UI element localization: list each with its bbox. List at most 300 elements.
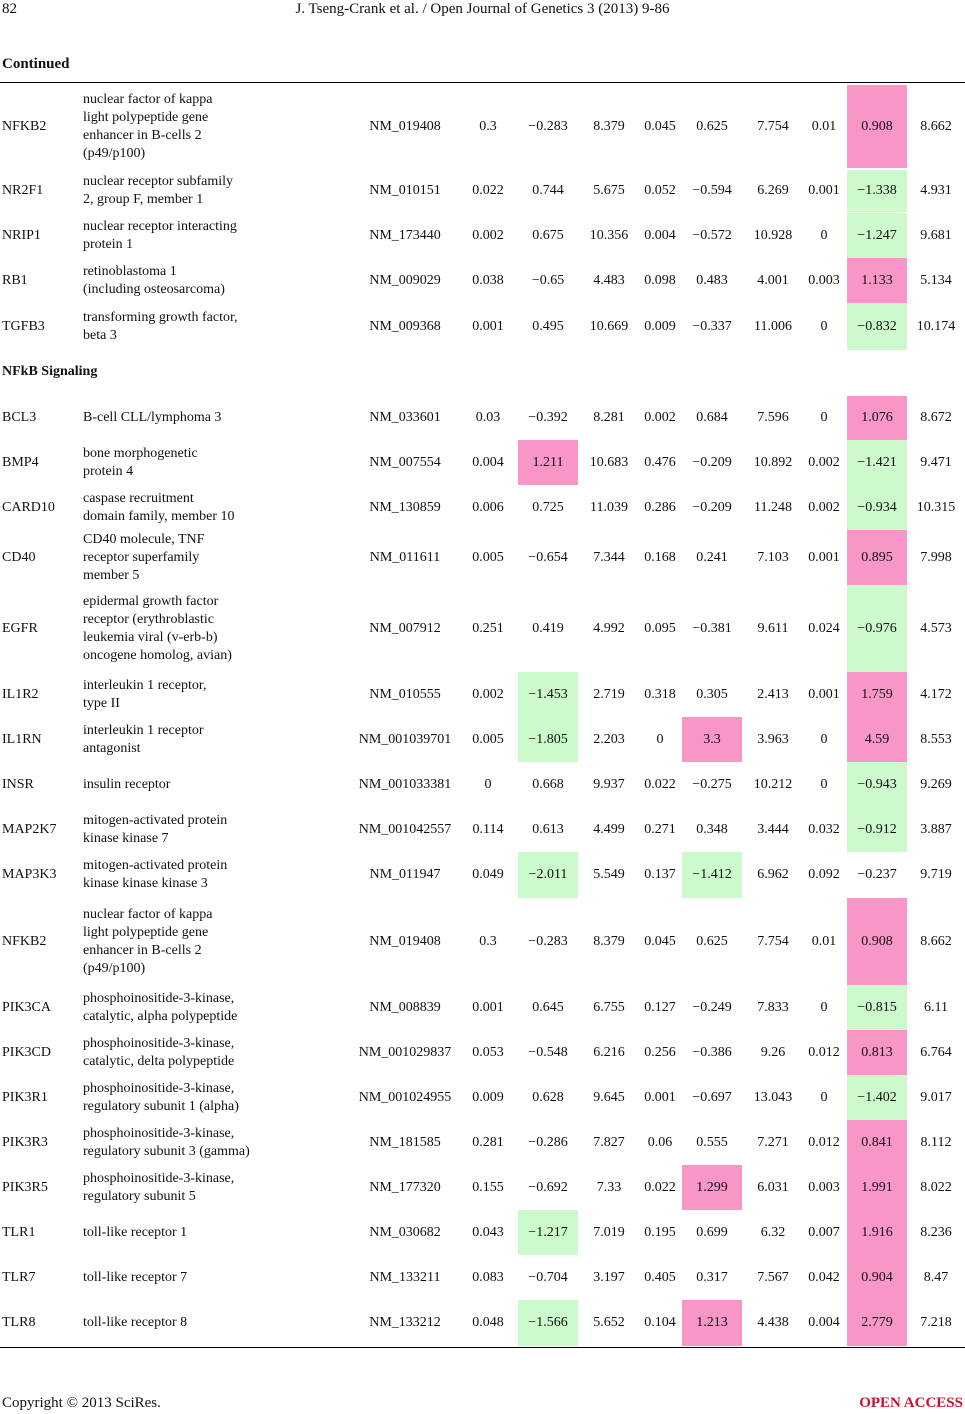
value-cell: 0.251 xyxy=(472,620,504,636)
gene-description xyxy=(83,898,212,985)
description-line: regulatory subunit 5 xyxy=(83,1188,196,1204)
description-line: catalytic, alpha polypeptide xyxy=(83,1008,238,1024)
value-cell: 8.662 xyxy=(920,118,952,134)
value-cell: 9.269 xyxy=(920,776,952,792)
gene-description xyxy=(83,1030,234,1075)
value-cell: 7.103 xyxy=(757,549,789,565)
value-cell: −0.283 xyxy=(528,118,568,134)
description-line: toll-like receptor 7 xyxy=(83,1269,188,1285)
table-row xyxy=(0,1300,965,1346)
value-cell: 7.596 xyxy=(757,410,789,425)
accession-number: NM_177320 xyxy=(369,1179,441,1195)
gene-symbol: NRIP1 xyxy=(2,227,41,243)
gene-description xyxy=(83,1255,187,1300)
gene-symbol: RB1 xyxy=(2,272,28,288)
gene-symbol: PIK3R5 xyxy=(2,1179,48,1195)
table-row xyxy=(0,807,965,852)
accession-number: NM_033601 xyxy=(369,410,441,425)
value-cell: −0.654 xyxy=(528,549,568,565)
gene-symbol: PIK3R3 xyxy=(2,1134,48,1150)
value-cell: 7.344 xyxy=(593,549,625,565)
gene-description xyxy=(83,396,221,440)
description-line: domain family, member 10 xyxy=(83,508,235,524)
value-cell: 5.549 xyxy=(593,867,625,882)
value-cell: 8.112 xyxy=(920,1134,952,1150)
value-cell: 0.098 xyxy=(644,272,676,288)
gene-symbol: CD40 xyxy=(2,549,36,565)
value-cell: −0.594 xyxy=(692,183,732,198)
accession-number: NM_010555 xyxy=(369,686,441,702)
value-cell: −1.217 xyxy=(518,1210,578,1255)
value-cell: 0.06 xyxy=(647,1134,673,1150)
value-cell: 3.963 xyxy=(757,731,789,747)
value-cell: 0 xyxy=(820,1089,828,1105)
description-line: nuclear factor of kappa xyxy=(83,906,213,922)
value-cell: 0 xyxy=(820,776,828,792)
value-cell: 0.127 xyxy=(644,999,676,1015)
gene-description xyxy=(83,585,232,672)
value-cell: −0.934 xyxy=(847,485,907,530)
value-cell: 2.413 xyxy=(757,686,789,702)
value-cell: 0.256 xyxy=(644,1044,676,1060)
value-cell: 7.833 xyxy=(757,999,789,1015)
description-line: CD40 molecule, TNF xyxy=(83,531,205,547)
running-title: J. Tseng-Crank et al. / Open Journal of Genetics 3 (2013) 9-86 xyxy=(295,1,670,17)
description-line: (including osteosarcoma) xyxy=(83,281,225,297)
description-line: epidermal growth factor xyxy=(83,593,219,609)
gene-symbol: TGFB3 xyxy=(2,318,45,334)
description-line: transforming growth factor, xyxy=(83,309,238,325)
gene-description xyxy=(83,258,225,303)
value-cell: 0.104 xyxy=(644,1315,676,1330)
value-cell: 0.004 xyxy=(808,1315,840,1330)
accession-number: NM_001029837 xyxy=(358,1044,452,1060)
gene-symbol: PIK3R1 xyxy=(2,1089,48,1105)
gene-description xyxy=(83,440,198,485)
table-row xyxy=(0,672,965,717)
value-cell: 2.779 xyxy=(847,1300,907,1346)
description-line: type II xyxy=(83,695,120,711)
table-row xyxy=(0,258,965,303)
value-cell: 0 xyxy=(820,410,828,425)
value-cell: 3.887 xyxy=(920,821,952,837)
value-cell: 0.001 xyxy=(472,318,504,334)
description-line: catalytic, delta polypeptide xyxy=(83,1053,235,1069)
value-cell: 0.645 xyxy=(532,999,564,1015)
value-cell: 4.172 xyxy=(920,686,952,702)
value-cell: −0.275 xyxy=(692,776,732,792)
value-cell: 0.043 xyxy=(472,1224,504,1240)
description-line: enhancer in B-cells 2 xyxy=(83,942,202,958)
value-cell: −0.815 xyxy=(847,985,907,1030)
description-line: kinase kinase kinase 3 xyxy=(83,876,208,891)
value-cell: 0.032 xyxy=(808,821,840,837)
value-cell: 11.006 xyxy=(754,318,792,334)
value-cell: 0.003 xyxy=(808,272,840,288)
value-cell: 6.11 xyxy=(924,999,948,1015)
table-caption: Continued xyxy=(2,56,70,72)
value-cell: 0 xyxy=(484,776,492,792)
value-cell: 0.001 xyxy=(644,1089,676,1105)
value-cell: 0.005 xyxy=(472,549,504,565)
description-line: (p49/p100) xyxy=(83,145,146,161)
gene-description xyxy=(83,530,204,585)
value-cell: 10.669 xyxy=(589,318,629,334)
value-cell: 0.725 xyxy=(532,499,564,515)
value-cell: 0.01 xyxy=(811,118,837,134)
table-row xyxy=(0,585,965,672)
section-heading: NFkB Signaling xyxy=(2,364,98,379)
gene-description xyxy=(83,985,237,1030)
description-line: (p49/p100) xyxy=(83,960,146,976)
value-cell: −0.692 xyxy=(528,1179,568,1195)
accession-number: NM_009029 xyxy=(369,272,441,288)
value-cell: 0.002 xyxy=(808,499,840,515)
description-line: caspase recruitment xyxy=(83,490,194,506)
value-cell: 0.002 xyxy=(808,454,840,470)
copyright: Copyright © 2013 SciRes. xyxy=(2,1395,161,1411)
value-cell: 1.213 xyxy=(682,1300,742,1346)
gene-symbol: TLR1 xyxy=(2,1224,36,1240)
value-cell: 0.002 xyxy=(472,227,504,243)
gene-description xyxy=(83,85,212,168)
value-cell: 0.908 xyxy=(847,898,907,985)
value-cell: 6.764 xyxy=(920,1044,952,1060)
value-cell: −1.566 xyxy=(518,1300,578,1346)
value-cell: −0.572 xyxy=(692,227,732,243)
table-row xyxy=(0,1075,965,1120)
accession-number: NM_007912 xyxy=(369,620,441,636)
description-line: protein 4 xyxy=(83,463,134,479)
value-cell: 0.625 xyxy=(696,118,728,134)
value-cell: 8.47 xyxy=(923,1269,949,1285)
value-cell: 1.991 xyxy=(847,1165,907,1210)
table-bottom-rule xyxy=(0,1347,965,1348)
value-cell: 1.211 xyxy=(518,440,578,485)
value-cell: 0.675 xyxy=(532,227,564,243)
value-cell: 8.236 xyxy=(920,1224,952,1240)
value-cell: 9.681 xyxy=(920,227,952,243)
value-cell: −0.976 xyxy=(847,585,907,672)
value-cell: 0 xyxy=(820,227,828,243)
value-cell: 0.348 xyxy=(696,821,728,837)
value-cell: −0.209 xyxy=(692,454,732,470)
value-cell: −0.337 xyxy=(692,318,732,334)
gene-description xyxy=(83,672,206,717)
value-cell: 1.299 xyxy=(682,1165,742,1210)
value-cell: 9.937 xyxy=(593,776,625,792)
gene-description xyxy=(83,852,227,898)
value-cell: −0.392 xyxy=(528,410,568,425)
gene-symbol: IL1RN xyxy=(2,731,42,747)
value-cell: 0.095 xyxy=(644,620,676,636)
value-cell: −0.283 xyxy=(528,933,568,949)
gene-description xyxy=(83,1075,239,1120)
value-cell: −0.286 xyxy=(528,1134,568,1150)
value-cell: 0.001 xyxy=(808,686,840,702)
open-access-label: OPEN ACCESS xyxy=(859,1395,963,1411)
value-cell: 7.33 xyxy=(596,1179,622,1195)
accession-number: NM_133212 xyxy=(369,1315,441,1330)
description-line: mitogen-activated protein xyxy=(83,858,228,873)
gene-symbol: PIK3CD xyxy=(2,1044,52,1060)
table-row xyxy=(0,1030,965,1075)
value-cell: 0.002 xyxy=(472,686,504,702)
description-line: phosphoinositide-3-kinase, xyxy=(83,1170,235,1186)
value-cell: 0.625 xyxy=(696,933,728,949)
page-number: 82 xyxy=(2,1,17,17)
table-row xyxy=(0,440,965,485)
description-line: toll-like receptor 8 xyxy=(83,1315,188,1330)
gene-description xyxy=(83,807,227,852)
table-row xyxy=(0,1165,965,1210)
description-line: nuclear receptor interacting xyxy=(83,218,237,234)
value-cell: 9.719 xyxy=(920,867,952,882)
description-line: bone morphogenetic xyxy=(83,445,198,461)
value-cell: 7.754 xyxy=(757,933,789,949)
value-cell: 8.553 xyxy=(920,731,952,747)
value-cell: 0.049 xyxy=(472,867,504,882)
value-cell: 13.043 xyxy=(753,1089,793,1105)
value-cell: 8.281 xyxy=(593,410,625,425)
table-row xyxy=(0,1120,965,1165)
description-line: insulin receptor xyxy=(83,776,171,792)
value-cell: 0.009 xyxy=(472,1089,504,1105)
value-cell: 0.024 xyxy=(808,620,840,636)
table-row xyxy=(0,85,965,168)
value-cell: 0.001 xyxy=(472,999,504,1015)
description-line: toll-like receptor 1 xyxy=(83,1224,188,1240)
value-cell: 0.419 xyxy=(532,620,564,636)
value-cell: 0 xyxy=(820,999,828,1015)
description-line: kinase kinase 7 xyxy=(83,830,169,846)
description-line: phosphoinositide-3-kinase, xyxy=(83,990,235,1006)
gene-symbol: MAP2K7 xyxy=(2,821,57,837)
value-cell: 0.092 xyxy=(808,867,840,882)
value-cell: 0.168 xyxy=(644,549,676,565)
value-cell: 6.32 xyxy=(760,1224,786,1240)
value-cell: 4.59 xyxy=(847,717,907,762)
accession-number: NM_011611 xyxy=(369,549,441,565)
value-cell: 0.241 xyxy=(696,549,728,565)
gene-description xyxy=(83,485,235,530)
gene-symbol: MAP3K3 xyxy=(2,867,57,882)
table-row xyxy=(0,485,965,530)
value-cell: 0.699 xyxy=(696,1224,728,1240)
value-cell: 7.218 xyxy=(920,1315,952,1330)
value-cell: 0.744 xyxy=(532,183,564,198)
value-cell: −2.011 xyxy=(518,852,578,898)
value-cell: 7.827 xyxy=(593,1134,625,1150)
value-cell: 0.317 xyxy=(696,1269,728,1285)
value-cell: −0.381 xyxy=(692,620,732,636)
gene-symbol: NR2F1 xyxy=(2,183,44,198)
description-line: member 5 xyxy=(83,567,140,583)
gene-symbol: BCL3 xyxy=(2,410,37,425)
value-cell: 0.012 xyxy=(808,1134,840,1150)
value-cell: 10.212 xyxy=(753,776,793,792)
value-cell: 0.048 xyxy=(472,1315,504,1330)
gene-description xyxy=(83,1120,250,1165)
description-line: phosphoinositide-3-kinase, xyxy=(83,1125,235,1141)
value-cell: 0.005 xyxy=(472,731,504,747)
value-cell: 6.031 xyxy=(757,1179,789,1195)
value-cell: 0.083 xyxy=(472,1269,504,1285)
accession-number: NM_173440 xyxy=(369,227,441,243)
value-cell: 0.813 xyxy=(847,1030,907,1075)
value-cell: 7.754 xyxy=(757,118,789,134)
accession-number: NM_019408 xyxy=(369,933,441,949)
value-cell: 0.007 xyxy=(808,1224,840,1240)
value-cell: 2.203 xyxy=(593,731,625,747)
value-cell: 0.271 xyxy=(644,821,676,837)
table-row xyxy=(0,213,965,258)
value-cell: 7.019 xyxy=(593,1224,625,1240)
value-cell: 0.155 xyxy=(472,1179,504,1195)
value-cell: 3.3 xyxy=(682,717,742,762)
value-cell: 0.305 xyxy=(696,686,728,702)
accession-number: NM_181585 xyxy=(369,1134,441,1150)
description-line: interleukin 1 receptor, xyxy=(83,677,207,693)
description-line: protein 1 xyxy=(83,236,134,252)
value-cell: 3.444 xyxy=(757,821,789,837)
table-row xyxy=(0,530,965,585)
value-cell: 0.022 xyxy=(644,776,676,792)
value-cell: 8.672 xyxy=(920,410,952,425)
description-line: antagonist xyxy=(83,740,141,756)
value-cell: 0.045 xyxy=(644,933,676,949)
value-cell: 0.668 xyxy=(532,776,564,792)
value-cell: 0.908 xyxy=(847,85,907,168)
table-row xyxy=(0,1210,965,1255)
value-cell: 0.004 xyxy=(644,227,676,243)
description-line: oncogene homolog, avian) xyxy=(83,647,232,663)
value-cell: 2.719 xyxy=(593,686,625,702)
value-cell: 0.3 xyxy=(479,933,497,949)
description-line: regulatory subunit 3 (gamma) xyxy=(83,1143,250,1159)
accession-number: NM_011947 xyxy=(369,867,441,882)
value-cell: 0.01 xyxy=(811,933,837,949)
value-cell: −0.65 xyxy=(531,272,565,288)
value-cell: 4.483 xyxy=(593,272,625,288)
value-cell: 1.916 xyxy=(847,1210,907,1255)
gene-description xyxy=(83,717,204,762)
value-cell: 0.495 xyxy=(532,318,564,334)
gene-description xyxy=(83,1165,234,1210)
description-line: nuclear receptor subfamily xyxy=(83,174,234,189)
value-cell: 8.022 xyxy=(920,1179,952,1195)
value-cell: 9.017 xyxy=(920,1089,952,1105)
gene-description xyxy=(83,170,233,212)
value-cell: 0.001 xyxy=(808,183,840,198)
value-cell: 9.26 xyxy=(760,1044,786,1060)
table-row xyxy=(0,303,965,350)
value-cell: 4.573 xyxy=(920,620,952,636)
value-cell: 0.03 xyxy=(475,410,501,425)
value-cell: 0.009 xyxy=(644,318,676,334)
value-cell: 5.134 xyxy=(920,272,952,288)
accession-number: NM_001042557 xyxy=(358,821,452,837)
value-cell: 0.318 xyxy=(644,686,676,702)
value-cell: 0.053 xyxy=(472,1044,504,1060)
value-cell: −1.247 xyxy=(847,213,907,258)
gene-description xyxy=(83,303,238,350)
value-cell: 7.567 xyxy=(757,1269,789,1285)
value-cell: −1.412 xyxy=(682,852,742,898)
value-cell: 0.628 xyxy=(532,1089,564,1105)
value-cell: 9.611 xyxy=(757,620,789,636)
value-cell: 0.042 xyxy=(808,1269,840,1285)
value-cell: 0 xyxy=(656,731,664,747)
description-line: nuclear factor of kappa xyxy=(83,91,213,107)
value-cell: 8.379 xyxy=(593,118,625,134)
value-cell: 0.684 xyxy=(696,410,728,425)
value-cell: 6.269 xyxy=(757,183,789,198)
value-cell: 0.038 xyxy=(472,272,504,288)
value-cell: 0.405 xyxy=(644,1269,676,1285)
description-line: beta 3 xyxy=(83,327,117,343)
description-line: phosphoinositide-3-kinase, xyxy=(83,1080,235,1096)
value-cell: 4.992 xyxy=(593,620,625,636)
table-row xyxy=(0,762,965,807)
value-cell: −1.338 xyxy=(847,170,907,212)
value-cell: 0.006 xyxy=(472,499,504,515)
value-cell: 0.555 xyxy=(696,1134,728,1150)
gene-description xyxy=(83,1300,187,1346)
description-line: 2, group F, member 1 xyxy=(83,192,204,207)
value-cell: 1.133 xyxy=(847,258,907,303)
value-cell: 0 xyxy=(820,318,828,334)
value-cell: 8.379 xyxy=(593,933,625,949)
value-cell: 0.022 xyxy=(472,183,504,198)
value-cell: 9.471 xyxy=(920,454,952,470)
table-row xyxy=(0,396,965,440)
value-cell: −0.548 xyxy=(528,1044,568,1060)
value-cell: 0.002 xyxy=(644,410,676,425)
description-line: phosphoinositide-3-kinase, xyxy=(83,1035,235,1051)
value-cell: 0.004 xyxy=(472,454,504,470)
description-line: light polypeptide gene xyxy=(83,109,209,125)
value-cell: 0.001 xyxy=(808,549,840,565)
gene-symbol: IL1R2 xyxy=(2,686,39,702)
value-cell: −0.249 xyxy=(692,999,732,1015)
gene-symbol: NFKB2 xyxy=(2,933,47,949)
value-cell: 0.137 xyxy=(644,867,676,882)
value-cell: 5.675 xyxy=(593,183,625,198)
description-line: interleukin 1 receptor xyxy=(83,722,204,738)
accession-number: NM_130859 xyxy=(369,499,441,515)
description-line: regulatory subunit 1 (alpha) xyxy=(83,1098,239,1114)
value-cell: 4.001 xyxy=(757,272,789,288)
description-line: leukemia viral (v-erb-b) xyxy=(83,629,218,645)
value-cell: 10.174 xyxy=(916,318,956,334)
accession-number: NM_001033381 xyxy=(358,776,452,792)
gene-symbol: BMP4 xyxy=(2,454,39,470)
value-cell: 10.315 xyxy=(916,499,956,515)
gene-symbol: EGFR xyxy=(2,620,38,636)
gene-symbol: PIK3CA xyxy=(2,999,52,1015)
value-cell: 10.892 xyxy=(753,454,793,470)
value-cell: 0.195 xyxy=(644,1224,676,1240)
value-cell: −0.209 xyxy=(692,499,732,515)
value-cell: 8.662 xyxy=(920,933,952,949)
value-cell: 0.476 xyxy=(644,454,676,470)
description-line: retinoblastoma 1 xyxy=(83,263,177,279)
value-cell: 0.045 xyxy=(644,118,676,134)
gene-symbol: CARD10 xyxy=(2,499,55,515)
value-cell: 6.755 xyxy=(593,999,625,1015)
value-cell: −0.237 xyxy=(857,867,897,882)
